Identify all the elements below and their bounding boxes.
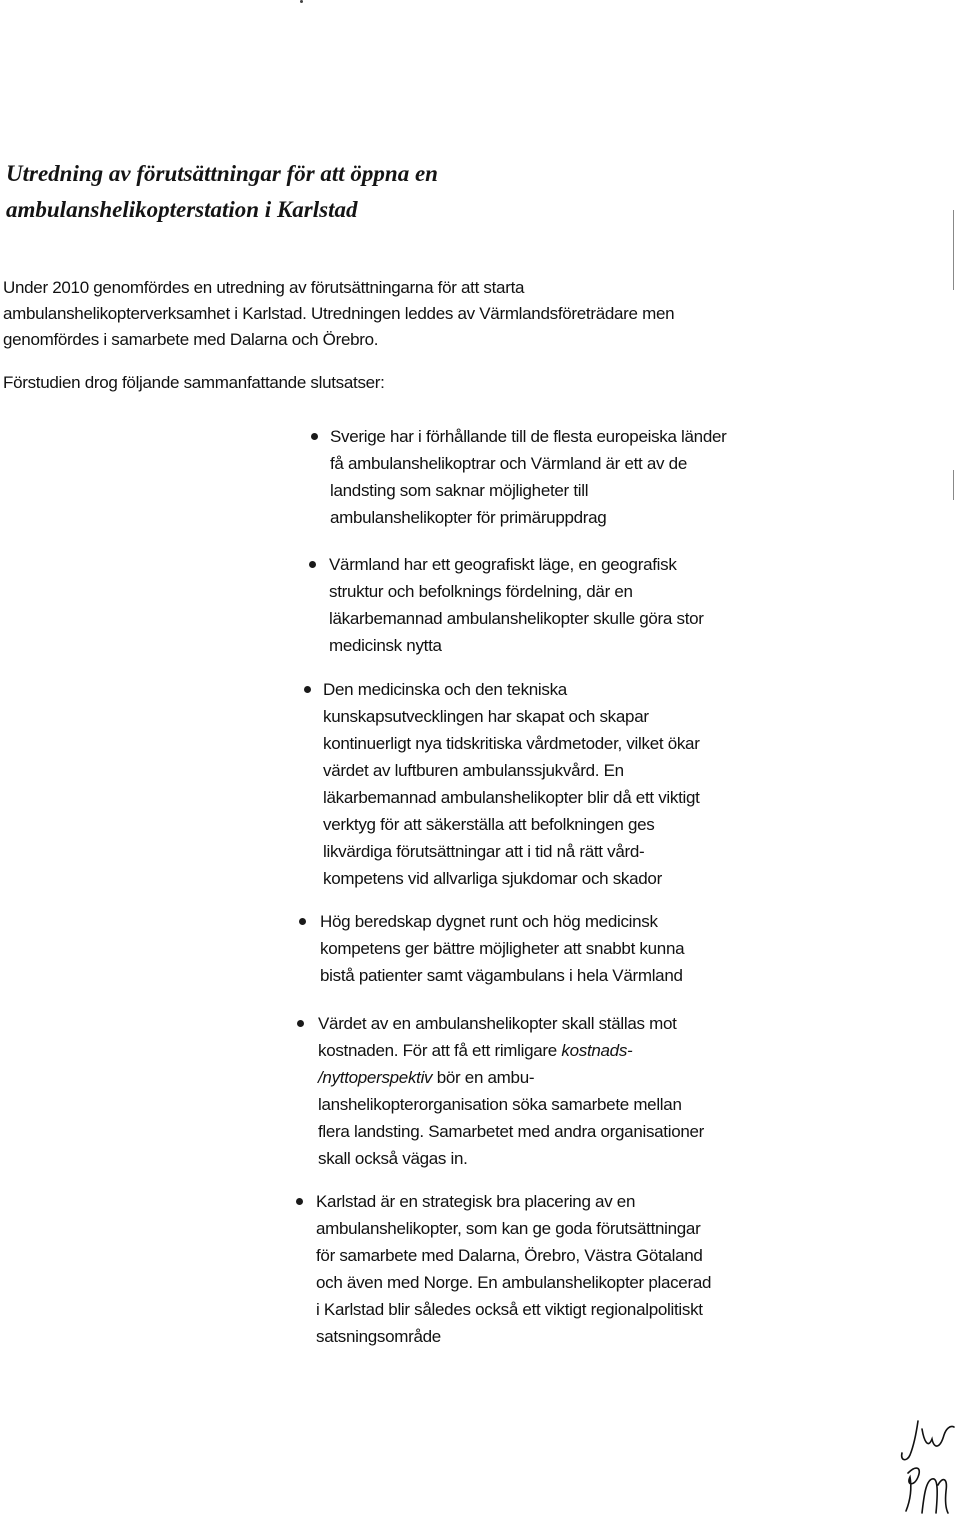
text-fragment: kostnaden. För att få ett rimligare (318, 1041, 557, 1060)
title-line: ambulanshelikopterstation i Karlstad (6, 197, 358, 222)
text-line: få ambulanshelikoptrar och Värmland är ett av de (330, 454, 687, 473)
conclusion-text (316, 1188, 711, 1350)
text-line: kompetens vid allvarliga sjukdomar och skador (323, 869, 662, 888)
text-line: skall också vägas in. (318, 1149, 468, 1168)
text-line: Sverige har i förhållande till de flesta europeiska länder (330, 427, 727, 446)
text-line: Karlstad är en strategisk bra placering av en (316, 1192, 636, 1211)
conclusions-lead: Förstudien drog följande sammanfattande slutsatser: (3, 373, 385, 392)
text-line: kontinuerligt nya tidskritiska vårdmetoder, vilket ökar (323, 734, 700, 753)
conclusion-text (323, 676, 700, 892)
text-line: Hög beredskap dygnet runt och hög medicinsk (320, 912, 658, 931)
text-line: satsningsområde (316, 1327, 441, 1346)
text-line: ambulanshelikopter för primäruppdrag (330, 508, 607, 527)
scan-edge-line (953, 210, 954, 290)
text-line: Värmland har ett geografiskt läge, en geografisk (329, 555, 677, 574)
bullet-icon (309, 561, 316, 568)
text-line: kompetens ger bättre möjligheter att snabbt kunna (320, 939, 685, 958)
text-line: läkarbemannad ambulanshelikopter blir då ett viktigt (323, 788, 700, 807)
text-line: medicinsk nytta (329, 636, 442, 655)
intro-line: Under 2010 genomfördes en utredning av förutsättningarna för att starta (3, 278, 525, 297)
text-line: bistå patienter samt vägambulans i hela Värmland (320, 966, 683, 985)
text-line: i Karlstad blir således också ett viktigt regionalpolitiskt (316, 1300, 703, 1319)
text-line: ambulanshelikopter, som kan ge goda förutsättningar (316, 1219, 701, 1238)
document-title (6, 156, 906, 228)
text-line: verktyg för att säkerställa att befolkningen ges (323, 815, 655, 834)
text-line: Den medicinska och den tekniska (323, 680, 567, 699)
scan-speck (300, 0, 303, 3)
text-line: lanshelikopterorganisation söka samarbete mellan (318, 1095, 682, 1114)
text-line: likvärdiga förutsättningar att i tid nå rätt vård- (323, 842, 645, 861)
text-line: läkarbemannad ambulanshelikopter skulle göra stor (329, 609, 704, 628)
text-line (318, 1064, 704, 1091)
conclusion-text (329, 551, 704, 659)
signature-icon (888, 1415, 958, 1515)
bullet-icon (296, 1198, 303, 1205)
italic-term: /nyttoperspektiv (318, 1068, 433, 1087)
title-line: Utredning av förutsättningar för att öppna en (6, 161, 438, 186)
text-line: kunskapsutvecklingen har skapat och skapar (323, 707, 649, 726)
text-line: för samarbete med Dalarna, Örebro, Västra Götaland (316, 1246, 703, 1265)
text-fragment: bör en ambu- (436, 1068, 535, 1087)
conclusion-text (320, 908, 684, 989)
bullet-icon (299, 918, 306, 925)
conclusion-text (330, 423, 727, 531)
intro-line: ambulanshelikopterverksamhet i Karlstad. Utredningen leddes av Värmlandsföreträdare men (3, 304, 675, 323)
text-line: och även med Norge. En ambulanshelikopter placerad (316, 1273, 712, 1292)
intro-paragraph (3, 275, 923, 353)
text-line: struktur och befolknings fördelning, där en (329, 582, 633, 601)
bullet-icon (304, 686, 311, 693)
text-line: Värdet av en ambulanshelikopter skall ställas mot (318, 1014, 677, 1033)
text-line (318, 1037, 704, 1064)
conclusion-text (318, 1010, 704, 1172)
bullet-icon (297, 1020, 304, 1027)
text-line: värdet av luftburen ambulanssjukvård. En (323, 761, 624, 780)
italic-term: kostnads- (561, 1041, 633, 1060)
scan-edge-line (953, 470, 954, 500)
bullet-icon (311, 433, 318, 440)
intro-line: genomfördes i samarbete med Dalarna och Örebro. (3, 330, 379, 349)
text-line: flera landsting. Samarbetet med andra organisationer (318, 1122, 705, 1141)
text-line: landsting som saknar möjligheter till (330, 481, 589, 500)
